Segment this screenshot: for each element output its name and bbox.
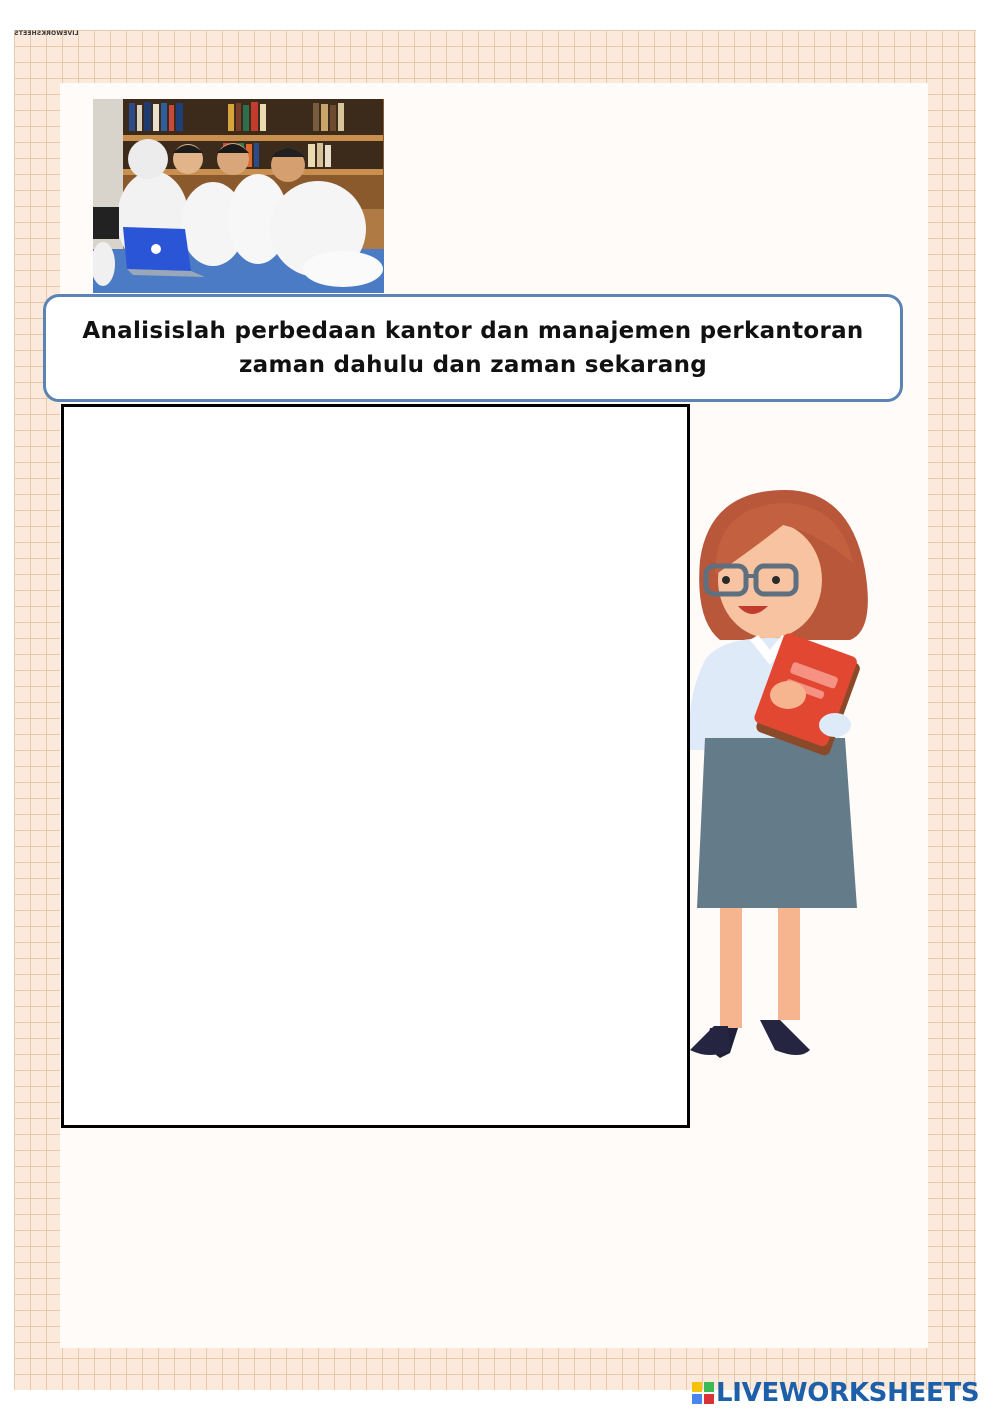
answer-box[interactable] [61, 404, 690, 1128]
teacher-illustration [660, 480, 880, 1080]
students-photo [93, 99, 384, 293]
logo-text: LIVEWORKSHEETS [716, 1378, 980, 1408]
instruction-box [43, 294, 903, 402]
instruction-text [82, 314, 863, 382]
instruction-line-2: zaman dahulu dan zaman sekarang [238, 352, 708, 378]
header-brand: LIVEWORKSHEETS [14, 30, 79, 37]
instruction-line-1: Analisislah perbedaan kantor dan manajemen perkantoran [82, 318, 864, 344]
liveworksheets-logo-icon [692, 1382, 714, 1404]
liveworksheets-logo [692, 1378, 979, 1408]
